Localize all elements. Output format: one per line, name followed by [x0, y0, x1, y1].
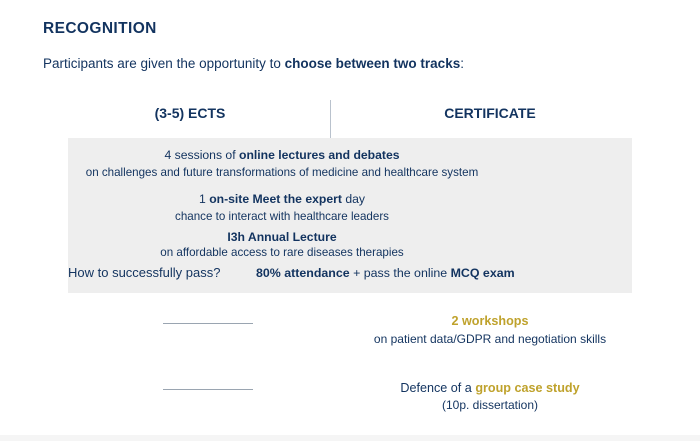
band-item-lecture-sub: on affordable access to rare diseases therapies	[160, 246, 404, 259]
bottom-bar	[0, 435, 700, 441]
defence-prefix: Defence of a	[400, 381, 476, 395]
defence-sub: (10p. dissertation)	[441, 398, 539, 412]
band-item-expert-sub: chance to interact with healthcare leaders	[175, 210, 389, 223]
subtitle-bold: choose between two tracks	[284, 56, 461, 71]
workshops-title-text: 2 workshops	[451, 314, 529, 328]
pass-answer	[256, 266, 515, 280]
subtitle-prefix: Participants are given the opportunity to	[43, 56, 285, 71]
band-item-expert-suffix: day	[341, 192, 365, 206]
subtitle	[43, 56, 464, 71]
band-item-lectures-prefix: 4 sessions of	[164, 148, 239, 162]
band-item-expert-prefix: 1	[199, 192, 210, 206]
band-item-lectures-sub: on challenges and future transformations of medicine and healthcare system	[85, 166, 479, 179]
band-item-lectures-bold: online lectures and debates	[239, 148, 400, 162]
left-column-rule-2	[163, 389, 253, 390]
band-item-expert-bold: on-site Meet the expert	[209, 192, 342, 206]
defence-title	[340, 381, 640, 395]
column-headers	[0, 105, 700, 133]
workshops-sub: on patient data/GDPR and negotiation skills	[373, 332, 607, 346]
page-title: RECOGNITION	[43, 20, 157, 37]
pass-answer-mid: + pass the online	[349, 266, 451, 280]
workshops-title	[340, 314, 640, 328]
defence-gold-text: group case study	[475, 381, 580, 395]
pass-answer-attendance: 80% attendance	[256, 266, 350, 280]
left-column-rule-1	[163, 323, 253, 324]
column-header-ects: (3-5) ECTS	[154, 105, 226, 121]
subtitle-suffix: :	[460, 56, 464, 71]
band-item-lectures	[0, 148, 564, 163]
pass-question: How to successfully pass?	[68, 265, 221, 280]
band-item-expert	[0, 192, 564, 207]
pass-answer-exam: MCQ exam	[450, 266, 515, 280]
column-header-certificate: CERTIFICATE	[444, 105, 536, 121]
band-item-lecture-bold: I3h Annual Lecture	[227, 230, 337, 244]
band-item-lecture	[0, 230, 564, 245]
